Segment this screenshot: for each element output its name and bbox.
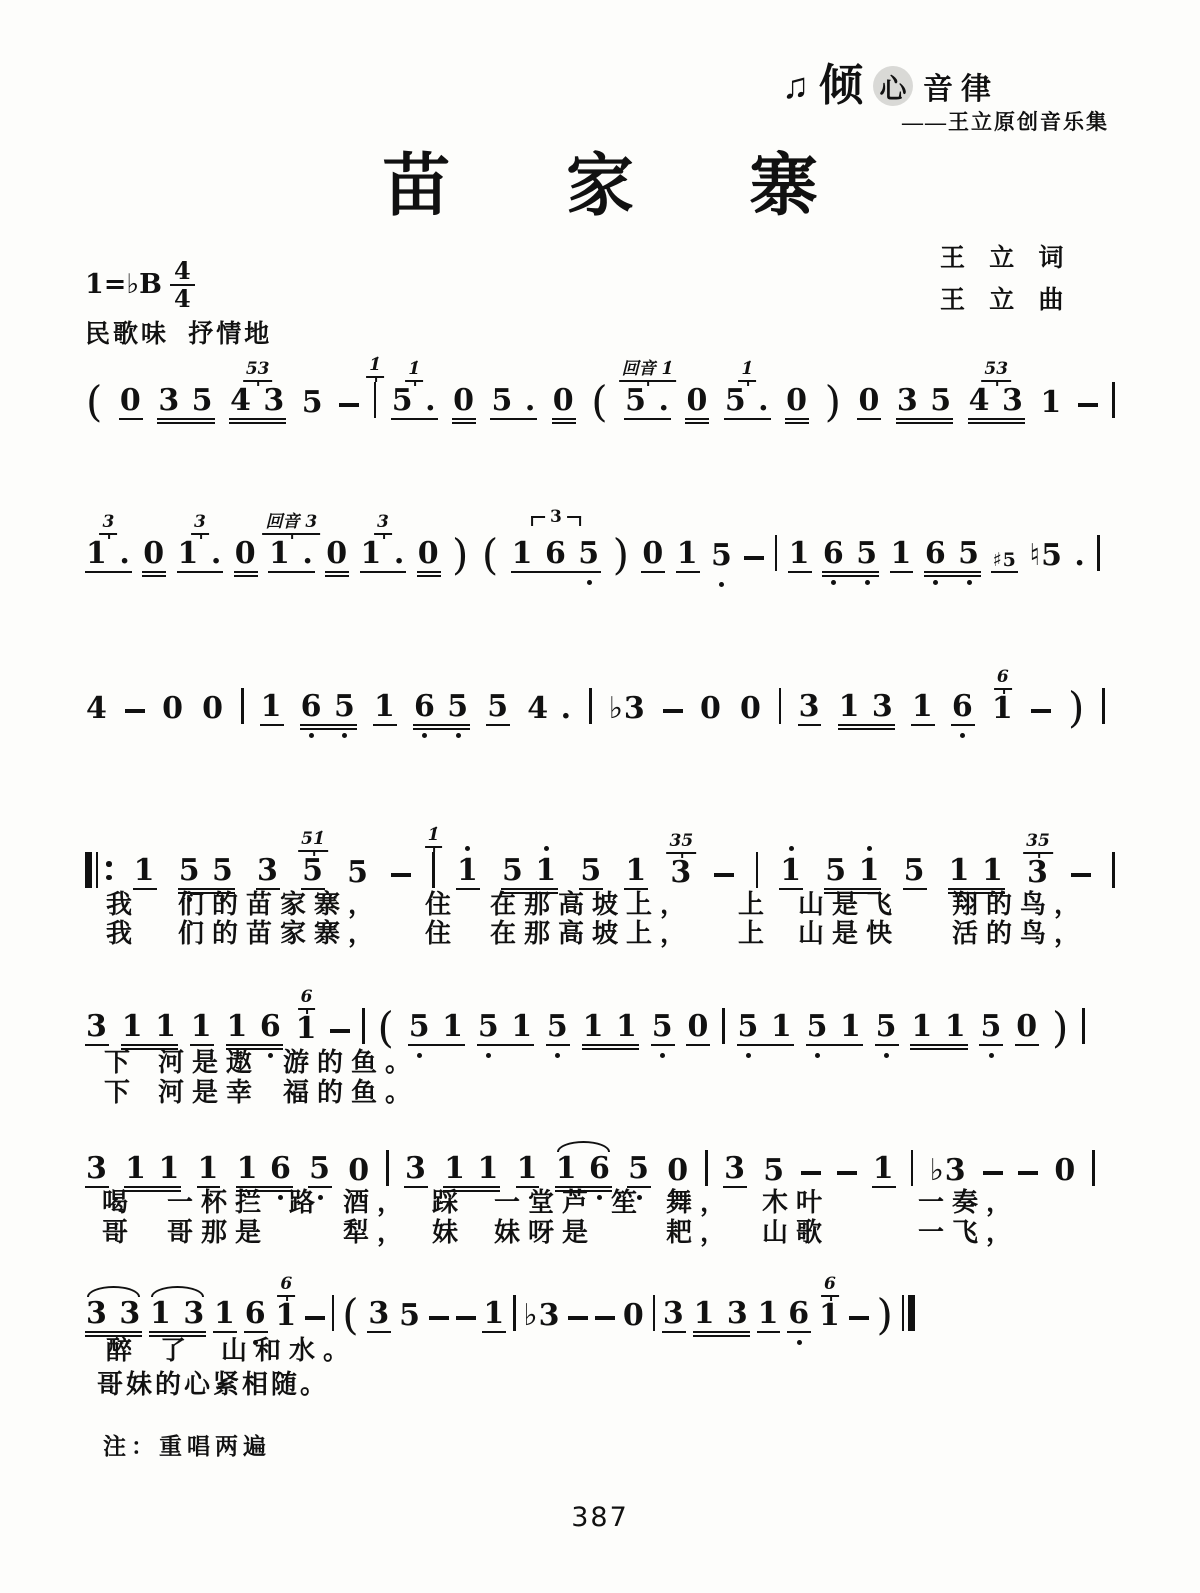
note-token: 1 1 (444, 1151, 500, 1186)
note-token: 0 (739, 691, 762, 726)
lyric-segment: 山是快 (798, 919, 901, 948)
lyric-segment: 一 (918, 1188, 953, 1217)
music-line-2 (85, 507, 1100, 579)
lyric-segment: 酒， (343, 1188, 412, 1217)
note-token: 1 (788, 536, 811, 571)
key-text: 1=♭B (85, 269, 162, 301)
note-token: ♮5 . (1029, 538, 1086, 573)
note-token: 0 (687, 1009, 710, 1044)
sustain-dash (1031, 709, 1051, 727)
note-token: 6 (244, 1299, 268, 1333)
note-token: 1 1 (582, 1009, 638, 1044)
lyric-segment: 耙， (666, 1218, 735, 1247)
note-token: 6 5 (822, 539, 879, 573)
parenthesis: ( (591, 377, 609, 426)
song-title: 苗 家 寨 (382, 146, 864, 226)
note-token: 1̇ 5 . (391, 359, 437, 418)
sustain-dash (339, 403, 359, 421)
note-token: 5 (903, 853, 926, 888)
note-token: 0 (686, 383, 709, 418)
sustain-dash (663, 709, 683, 727)
note-token: ♭3 (608, 691, 646, 726)
note-token: 5 (651, 1012, 675, 1046)
lyric-segment: 山歌 (762, 1218, 831, 1247)
lyric-segment: 翔的鸟， (952, 890, 1089, 919)
key-signature (85, 256, 195, 314)
parenthesis: ) (1051, 1003, 1070, 1052)
note-token: 1 (890, 536, 913, 571)
note-token: 6 (951, 692, 975, 726)
credits (940, 238, 1073, 322)
lyric-segment: 山和水。 (221, 1336, 358, 1365)
note-token: 1 (872, 1151, 895, 1186)
note-token: 0 (202, 691, 224, 726)
note-token: 6 1 (275, 1274, 298, 1333)
lyric-segment: 奏， (952, 1188, 1021, 1217)
note-token: 1 3 (838, 689, 894, 724)
note-token: 5 (399, 1298, 421, 1333)
note-token: 51̇ 5 (301, 856, 325, 890)
lyric-segment: 们的苗家寨， (178, 890, 383, 919)
lyric-segment: 哥妹的心紧相随。 (97, 1370, 330, 1399)
barline-icon (1092, 1150, 1095, 1188)
note-token: 1 1 (911, 1009, 967, 1044)
lyric-segment: 我 (106, 890, 141, 919)
note-token: 5 (487, 689, 510, 724)
note-token: 5 (627, 1154, 651, 1188)
lyric-segment: 住 (425, 919, 460, 948)
note-token: 1 6 (236, 1154, 293, 1188)
music-note-icon: ♫ (782, 66, 809, 106)
note-token: 3 3 (86, 1296, 142, 1331)
note-token: 5 (710, 541, 734, 573)
sustain-dash (801, 1171, 821, 1189)
barline-icon (513, 1295, 516, 1333)
note-token: 1 (197, 1151, 220, 1186)
sustain-dash (391, 873, 411, 891)
parenthesis: ) (452, 530, 470, 579)
barline-icon (1082, 1008, 1085, 1046)
note-token: 0 (622, 1298, 645, 1333)
lyric-segment: 福的鱼。 (283, 1078, 420, 1107)
note-token: 3 (86, 1009, 108, 1044)
barline-icon (241, 688, 244, 726)
note-token: 1 6 (226, 1012, 283, 1046)
note-token: 5 5 (178, 856, 235, 890)
lyric-segment: 一堂芦 (494, 1188, 597, 1217)
note-token: ♭3 (929, 1153, 967, 1188)
note-token: 1 (1040, 385, 1063, 420)
note-token: 3 1 . (177, 512, 223, 571)
barline-icon (1097, 535, 1100, 573)
lyric-segment: 哥 (102, 1218, 137, 1247)
note-token: 5 (546, 1012, 570, 1046)
note-token: 35 3 (669, 858, 693, 890)
note-token: 3 (86, 1151, 108, 1186)
note-token: 5 (580, 853, 603, 888)
barline-icon (775, 535, 778, 573)
lyric-segment: 游的鱼。 (283, 1048, 420, 1077)
note-token: 1 (133, 853, 156, 888)
note-token: 5 1 (824, 856, 881, 890)
note-token: 1 3 (693, 1296, 749, 1331)
note-token: 5 1 (737, 1012, 794, 1046)
note-token: 3 (368, 1296, 391, 1331)
note-token: 6 1 (818, 1274, 841, 1333)
sustain-dash (837, 1171, 857, 1189)
final-barline-icon (902, 1295, 915, 1333)
music-line-1 (85, 355, 1115, 426)
sustain-dash (1018, 1171, 1038, 1189)
barline-icon (911, 1150, 914, 1188)
note-token: 5 1 (806, 1012, 863, 1046)
parenthesis: ) (824, 377, 842, 426)
sustain-dash (595, 1316, 615, 1334)
note-token: 3 1 . (360, 512, 406, 571)
note-token: 3 5 (158, 383, 214, 418)
lyric-segment: 醉 (106, 1336, 141, 1365)
barline-icon (705, 1150, 708, 1188)
note-token: 5 (347, 855, 369, 890)
note-token: 3 (798, 689, 821, 724)
note-token: 1 (625, 853, 648, 888)
lyric-segment: 飞， (952, 1218, 1021, 1247)
note-token: 3 (662, 1296, 685, 1331)
note-token: 1 (911, 689, 934, 724)
note-token: 5 1 (408, 1012, 465, 1046)
barline-icon (1112, 852, 1115, 890)
meter-numerator: 4 (170, 258, 195, 286)
sustain-dash (849, 1316, 869, 1334)
barline-icon (779, 688, 782, 726)
lyric-segment: 一杯拦 (167, 1188, 270, 1217)
page-number: 387 (571, 1502, 629, 1533)
note-token: 6 1 (295, 987, 318, 1046)
note-token: 6 5 (924, 539, 981, 573)
note-token: 1 1 (125, 1151, 181, 1186)
note-token: 1 (516, 1151, 539, 1186)
music-line-4 (85, 825, 1115, 890)
note-token: 4 . (527, 691, 573, 726)
note-token: 53 4 3 (230, 359, 286, 418)
note-token: 5 1 (501, 856, 558, 890)
meter-denominator: 4 (173, 284, 191, 314)
note-token: 5 (875, 1012, 899, 1046)
lyric-segment: 河是幸 (158, 1078, 261, 1107)
note-token: 6 (787, 1299, 811, 1333)
parenthesis: ) (612, 530, 630, 579)
composer-credit: 王 立 曲 (940, 287, 1073, 314)
barline-icon (332, 1295, 335, 1333)
note-token: 1 (779, 856, 803, 890)
sustain-dash (429, 1316, 449, 1334)
note-token: 5 1 (477, 1012, 534, 1046)
note-token: 1 (483, 1296, 506, 1331)
note-token: 回音 3 1 . (268, 539, 315, 573)
barline-icon (362, 1008, 365, 1046)
barline-icon (756, 852, 759, 890)
lyric-segment: 一 (918, 1218, 953, 1247)
lyric-segment: 下 (104, 1078, 139, 1107)
note-token: 1 1 (121, 1009, 177, 1044)
lyric-segment: 在那高坡上， (490, 919, 695, 948)
lyric-segment: 妹呀是 (494, 1218, 597, 1247)
publisher-brand (782, 60, 999, 111)
note-token: 53 4 3 (968, 359, 1024, 418)
lyric-segment: 木叶 (762, 1188, 831, 1217)
music-line-5 (85, 987, 1085, 1052)
sustain-dash (456, 1316, 476, 1334)
parenthesis: ( (481, 530, 500, 579)
note-token: 0 (143, 536, 166, 571)
lyric-segment: 上 (738, 890, 773, 919)
lyric-segment: 我 (106, 919, 141, 948)
note-token: 6 5 (300, 692, 357, 726)
sustain-dash (714, 873, 734, 891)
barline-icon: 1̇ (374, 382, 377, 420)
music-line-6 (85, 1150, 1095, 1188)
note-token: 0 (417, 536, 440, 571)
note-token: 0 (348, 1153, 371, 1188)
note-token: 0 (234, 536, 257, 571)
note-token: 0 (552, 383, 575, 418)
time-signature (170, 256, 195, 314)
barline-icon: 1̇ (432, 852, 435, 890)
performance-note: 注：重唱两遍 (103, 1434, 271, 1459)
note-token: 3 (257, 853, 279, 888)
lyric-segment: 上 (738, 919, 773, 948)
note-token: 5 (763, 1153, 786, 1188)
brand-name-left: 倾 (819, 60, 863, 111)
sustain-dash (1071, 873, 1091, 891)
note-token: 3 (405, 1151, 427, 1186)
brand-circle-badge (873, 66, 913, 106)
lyric-segment: 路 (289, 1188, 324, 1217)
note-token: 1 6 (555, 1154, 612, 1188)
note-token: 5 (308, 1154, 332, 1188)
note-token: 5 (301, 385, 324, 420)
note-token: 0 (119, 383, 142, 418)
note-token: 0 (700, 691, 722, 726)
note-token: 0 (326, 536, 349, 571)
note-token: 3 5 (896, 383, 953, 418)
note-token: 6 1 (991, 667, 1014, 726)
note-token: 0 (1016, 1009, 1039, 1044)
sustain-dash (125, 709, 145, 727)
lyricist-credit: 王 立 词 (940, 245, 1073, 272)
note-token: 35 3 (1026, 858, 1050, 890)
lyric-segment: 笙 (611, 1188, 646, 1217)
note-token: 0 (667, 1153, 690, 1188)
note-token: 0 (162, 691, 184, 726)
note-token: 0 (642, 536, 665, 571)
note-token: ♯5 (992, 549, 1017, 571)
lyric-segment: 们的苗家寨， (178, 919, 383, 948)
note-token: 回音 1̇ 5 . (624, 386, 671, 420)
lyric-segment: 妹 (432, 1218, 467, 1247)
note-token: 4 (86, 691, 108, 726)
note-token: 0 (786, 383, 809, 418)
lyric-segment: 河是遨 (158, 1048, 261, 1077)
parenthesis: ( (86, 377, 104, 426)
note-token: 1 (456, 856, 480, 890)
note-token: 5 (979, 1012, 1003, 1046)
note-token: 1 3 (150, 1296, 206, 1331)
music-line-7 (85, 1274, 915, 1339)
sustain-dash (305, 1316, 325, 1334)
note-token: 6 5 (413, 692, 470, 726)
note-token: 1̇ 5 . (724, 359, 770, 418)
sustain-dash (568, 1316, 588, 1334)
note-token: 5 . (491, 383, 537, 418)
lyric-segment: 在那高坡上， (490, 890, 695, 919)
lyric-segment: 了 (160, 1336, 195, 1365)
note-token: 0 (858, 383, 881, 418)
note-token: 1 (373, 689, 396, 724)
sustain-dash (983, 1171, 1003, 1189)
brand-circle-char: 心 (879, 73, 907, 104)
barline-icon (386, 1150, 389, 1188)
note-token: 1 (757, 1296, 780, 1331)
barline-icon (722, 1008, 725, 1046)
barline-icon (653, 1295, 656, 1333)
lyric-segment: 山是飞 (798, 890, 901, 919)
music-line-3 (85, 667, 1105, 732)
lyric-segment: 住 (425, 890, 460, 919)
note-token: ♭3 (523, 1298, 561, 1333)
lyric-segment: 活的鸟， (952, 919, 1089, 948)
note-token: 1 (190, 1009, 213, 1044)
repeat-sign-icon (85, 852, 112, 890)
lyric-segment: 下 (104, 1048, 139, 1077)
note-token: 3 1 . (86, 512, 131, 571)
sustain-dash (744, 556, 764, 574)
brand-subtitle: ——王立原创音乐集 (902, 110, 1109, 134)
note-token: 1 (676, 536, 699, 571)
lyric-segment: 犁， (343, 1218, 412, 1247)
note-token: 0 (1054, 1153, 1077, 1188)
tempo-marking: 民歌味 抒情地 (85, 321, 273, 348)
note-token: 1 (260, 689, 283, 724)
sustain-dash (1078, 403, 1098, 421)
note-token: 3 1 6 5 (511, 539, 602, 573)
note-token: 0 (453, 383, 475, 418)
lyric-segment: 踩 (432, 1188, 467, 1217)
lyric-segment: 喝 (102, 1188, 137, 1217)
parenthesis: ( (377, 1003, 395, 1052)
note-token: 1 1 (948, 853, 1004, 888)
barline-icon (589, 688, 592, 726)
note-token: 3 (724, 1151, 746, 1186)
barline-icon (1112, 382, 1115, 420)
lyric-segment: 舞， (666, 1188, 735, 1217)
note-token: 1 (214, 1296, 236, 1331)
sustain-dash (330, 1029, 350, 1047)
barline-icon (1102, 688, 1105, 726)
parenthesis: ) (876, 1290, 894, 1339)
lyric-segment: 哥那是 (167, 1218, 270, 1247)
brand-name-right: 音律 (923, 73, 999, 106)
parenthesis: ( (342, 1290, 360, 1339)
parenthesis: ) (1067, 683, 1086, 732)
